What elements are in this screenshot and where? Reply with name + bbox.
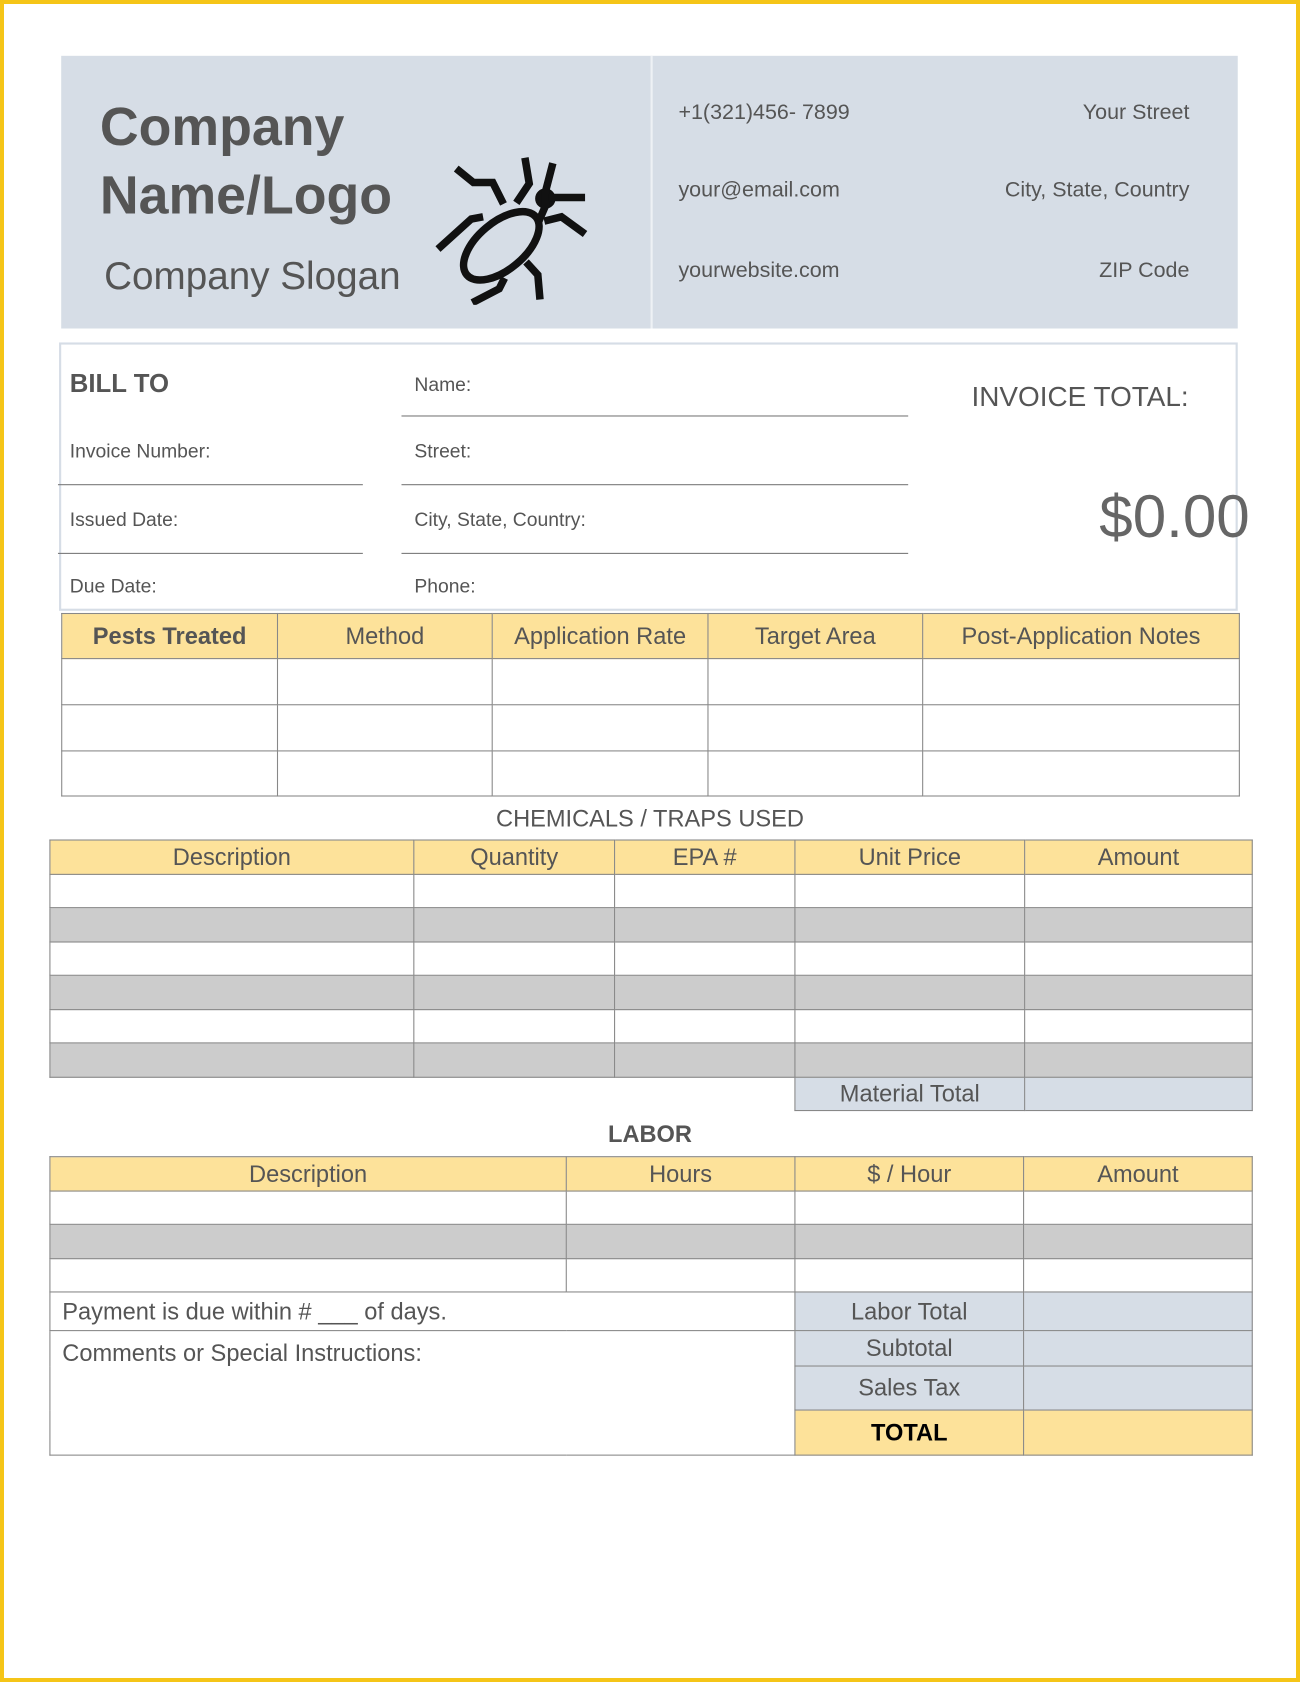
col-hours: Hours — [566, 1157, 795, 1191]
company-slogan: Company Slogan — [104, 253, 401, 298]
city-state-country: City, State, Country — [1004, 178, 1190, 202]
divider — [58, 553, 363, 554]
col-application-rate: Application Rate — [492, 614, 708, 659]
labor-total-label: Labor Total — [795, 1292, 1024, 1331]
col-method: Method — [277, 614, 492, 659]
table-row[interactable] — [62, 705, 1240, 751]
col-amount: Amount — [1024, 1157, 1253, 1191]
labor-table — [49, 1156, 1252, 1456]
payment-terms: Payment is due within # ___ of days. — [50, 1292, 795, 1331]
total-label: TOTAL — [795, 1410, 1024, 1455]
divider — [401, 415, 908, 416]
divider — [58, 484, 363, 485]
table-row[interactable] — [50, 1259, 1252, 1292]
material-total-label: Material Total — [795, 1077, 1025, 1110]
col-unit-price: Unit Price — [795, 840, 1025, 874]
labor-total-value[interactable] — [1024, 1292, 1253, 1331]
header-divider — [651, 56, 653, 329]
table-row[interactable] — [50, 975, 1252, 1009]
bug-icon — [435, 155, 596, 305]
table-row[interactable] — [50, 942, 1252, 975]
col-description: Description — [50, 1157, 566, 1191]
col-pests-treated: Pests Treated — [62, 614, 278, 659]
phone-field[interactable]: Phone: — [414, 575, 476, 597]
website: yourwebsite.com — [678, 258, 840, 283]
col-rate: $ / Hour — [795, 1157, 1024, 1191]
street: Your Street — [1082, 100, 1190, 125]
chemicals-table — [49, 839, 1252, 1111]
table-row[interactable] — [50, 1043, 1252, 1077]
divider — [401, 484, 908, 485]
sales-tax-label: Sales Tax — [795, 1366, 1024, 1410]
invoice-total-value: $0.00 — [1099, 482, 1250, 550]
city-field[interactable]: City, State, Country: — [414, 508, 586, 531]
pests-table — [61, 613, 1240, 797]
table-row[interactable] — [62, 659, 1240, 705]
table-row[interactable] — [50, 1191, 1252, 1224]
material-total-row — [50, 1077, 1252, 1110]
table-row[interactable] — [50, 1224, 1252, 1258]
col-target-area: Target Area — [708, 614, 923, 659]
table-row[interactable] — [50, 1010, 1252, 1043]
total-value[interactable] — [1024, 1410, 1253, 1455]
subtotal-value[interactable] — [1024, 1331, 1253, 1366]
zip-code: ZIP Code — [1099, 258, 1190, 283]
company-name-line1: Company — [99, 96, 345, 157]
company-name — [100, 92, 392, 229]
street-field[interactable]: Street: — [414, 440, 472, 462]
divider — [401, 553, 908, 554]
sales-tax-value[interactable] — [1024, 1366, 1253, 1410]
bill-to-title: BILL TO — [69, 369, 170, 399]
phone: +1(321)456- 7899 — [678, 100, 850, 125]
table-row[interactable] — [50, 874, 1252, 907]
table-row[interactable] — [50, 908, 1252, 942]
chemicals-title: CHEMICALS / TRAPS USED — [496, 805, 804, 832]
labor-title: LABOR — [608, 1120, 692, 1148]
invoice-total-label: INVOICE TOTAL: — [971, 380, 1189, 413]
comments-field[interactable]: Comments or Special Instructions: — [50, 1331, 795, 1456]
col-amount: Amount — [1025, 840, 1253, 874]
subtotal-label: Subtotal — [795, 1331, 1024, 1366]
table-header-row — [50, 1157, 1252, 1191]
col-notes: Post-Application Notes — [923, 614, 1240, 659]
col-description: Description — [50, 840, 414, 874]
company-name-line2: Name/Logo — [99, 165, 393, 226]
table-header-row — [62, 614, 1240, 659]
email: your@email.com — [678, 178, 840, 202]
company-header — [61, 56, 1238, 329]
issued-date-field[interactable]: Issued Date: — [69, 508, 179, 531]
invoice-number-field[interactable]: Invoice Number: — [69, 440, 211, 462]
table-row[interactable] — [62, 751, 1240, 796]
name-field[interactable]: Name: — [414, 373, 472, 396]
col-epa: EPA # — [615, 840, 795, 874]
due-date-field[interactable]: Due Date: — [69, 575, 157, 597]
col-quantity: Quantity — [414, 840, 615, 874]
material-total-value[interactable] — [1025, 1077, 1253, 1110]
table-header-row — [50, 840, 1252, 874]
